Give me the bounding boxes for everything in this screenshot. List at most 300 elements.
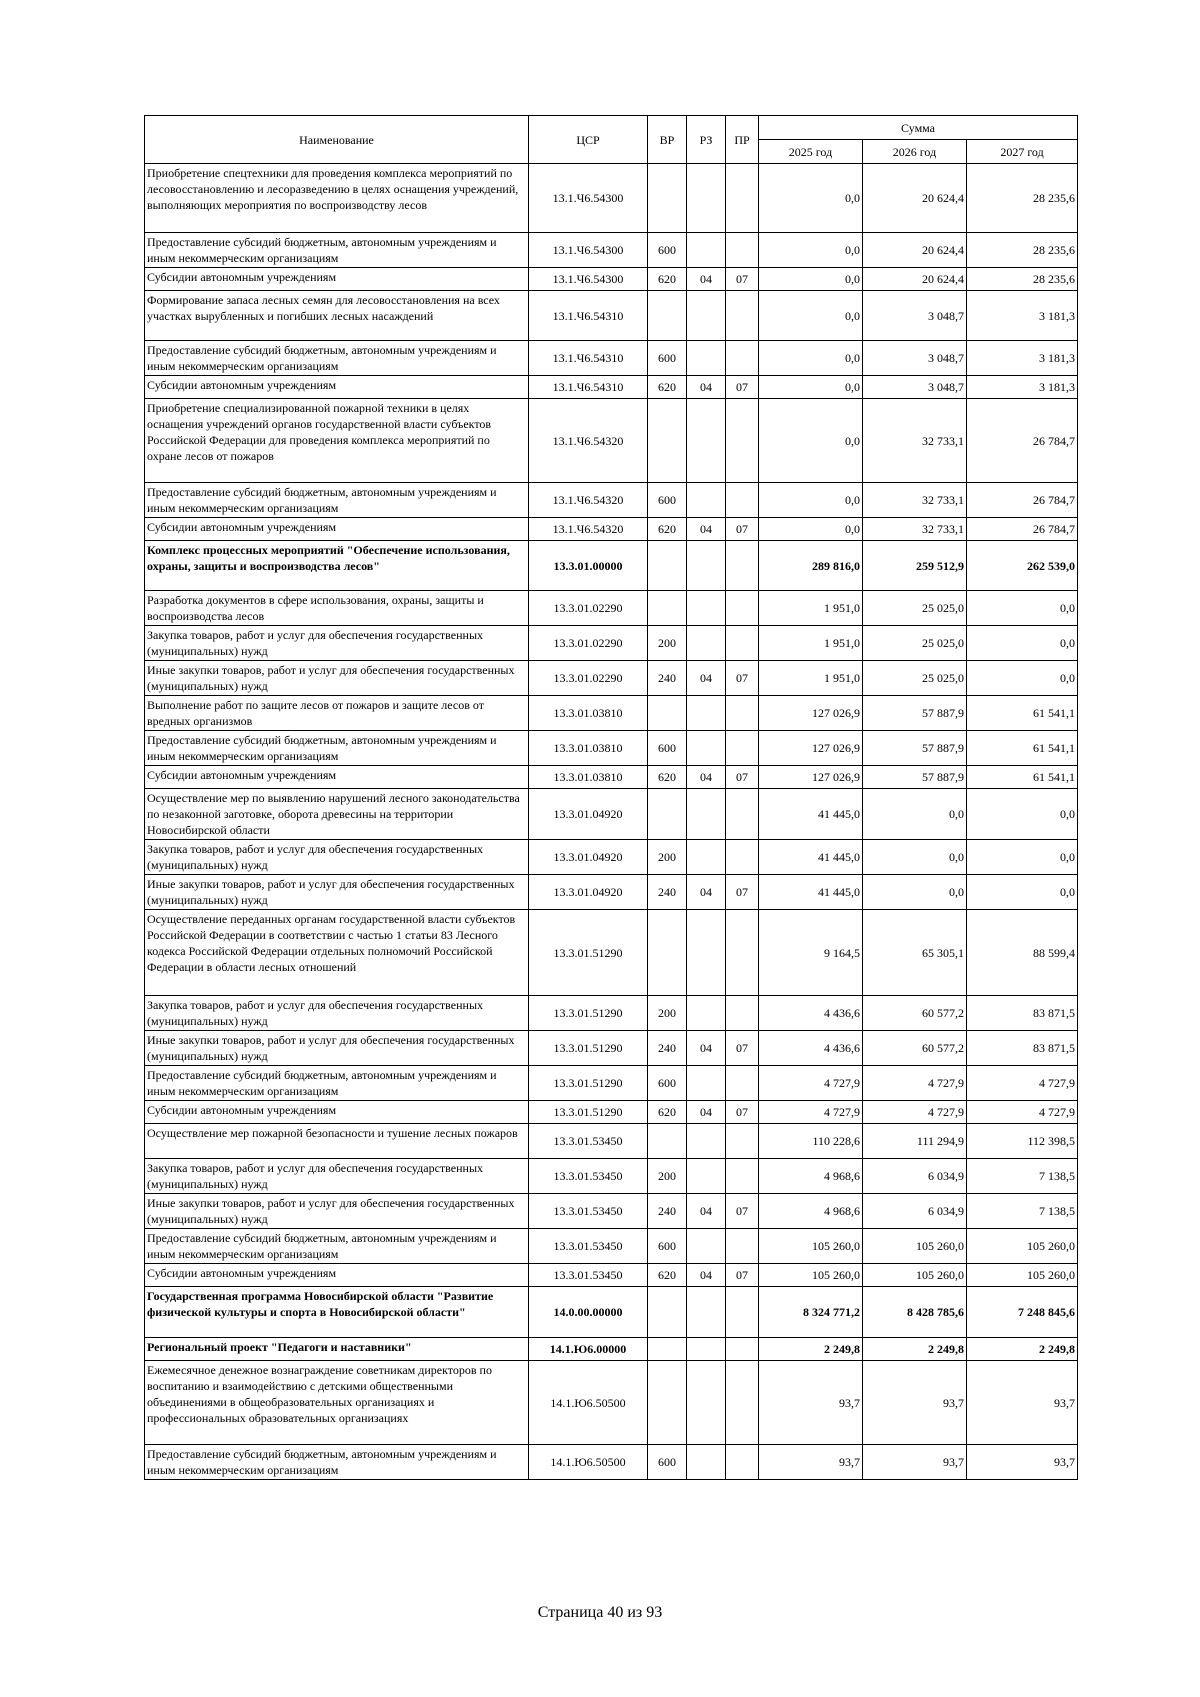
vr-cell: [648, 1338, 687, 1361]
value-2026-cell: 57 887,9: [863, 731, 967, 766]
value-2026-cell: 2 249,8: [863, 1338, 967, 1361]
pr-cell: 07: [726, 1194, 759, 1229]
pr-cell: [726, 591, 759, 626]
table-row: [145, 766, 1078, 789]
table-row: [145, 1124, 1078, 1159]
pr-cell: [726, 696, 759, 731]
budget-table: [144, 115, 1078, 1480]
table-row: [145, 1264, 1078, 1287]
value-2025-cell: 93,7: [759, 1361, 863, 1445]
csr-cell: 13.3.01.53450: [529, 1124, 648, 1159]
value-2027-cell: 0,0: [967, 591, 1078, 626]
rz-cell: 04: [687, 268, 726, 291]
pr-cell: [726, 789, 759, 840]
name-cell: Приобретение спецтехники для проведения комплекса мероприятий по лесовосстановлению и лесоразведению в целях оснащения учреждений, выполняющих мероприятия по воспроизводству лесов: [145, 164, 529, 233]
table-row: [145, 1159, 1078, 1194]
rz-cell: [687, 1159, 726, 1194]
table-row: [145, 268, 1078, 291]
value-2027-cell: 0,0: [967, 661, 1078, 696]
table-row: [145, 1361, 1078, 1445]
rz-cell: [687, 233, 726, 268]
value-2027-cell: 88 599,4: [967, 910, 1078, 996]
vr-cell: [648, 164, 687, 233]
vr-cell: [648, 910, 687, 996]
name-cell: Разработка документов в сфере использования, охраны, защиты и воспроизводства лесов: [145, 591, 529, 626]
pr-cell: 07: [726, 766, 759, 789]
pr-cell: [726, 1287, 759, 1338]
vr-cell: 620: [648, 1264, 687, 1287]
value-2027-cell: 105 260,0: [967, 1264, 1078, 1287]
name-cell: Закупка товаров, работ и услуг для обеспечения государственных (муниципальных) нужд: [145, 840, 529, 875]
rz-cell: 04: [687, 376, 726, 399]
pr-cell: [726, 291, 759, 341]
value-2025-cell: 105 260,0: [759, 1229, 863, 1264]
value-2025-cell: 0,0: [759, 341, 863, 376]
table-row: [145, 875, 1078, 910]
rz-cell: [687, 1445, 726, 1480]
csr-cell: 13.3.01.51290: [529, 1066, 648, 1101]
pr-cell: 07: [726, 1264, 759, 1287]
value-2027-cell: 0,0: [967, 626, 1078, 661]
rz-cell: 04: [687, 518, 726, 541]
table-row: [145, 591, 1078, 626]
pr-cell: [726, 1159, 759, 1194]
name-cell: Выполнение работ по защите лесов от пожаров и защите лесов от вредных организмов: [145, 696, 529, 731]
value-2026-cell: 60 577,2: [863, 1031, 967, 1066]
value-2026-cell: 93,7: [863, 1361, 967, 1445]
value-2025-cell: 127 026,9: [759, 766, 863, 789]
vr-cell: 620: [648, 518, 687, 541]
rz-cell: [687, 1338, 726, 1361]
rz-cell: [687, 541, 726, 591]
csr-cell: 13.3.01.03810: [529, 696, 648, 731]
csr-cell: 14.1.Ю6.50500: [529, 1445, 648, 1480]
csr-cell: 13.1.Ч6.54310: [529, 376, 648, 399]
value-2025-cell: 0,0: [759, 518, 863, 541]
name-cell: Субсидии автономным учреждениям: [145, 268, 529, 291]
value-2027-cell: 7 138,5: [967, 1159, 1078, 1194]
vr-cell: [648, 291, 687, 341]
value-2025-cell: 2 249,8: [759, 1338, 863, 1361]
header-rz: РЗ: [687, 116, 726, 164]
value-2025-cell: 289 816,0: [759, 541, 863, 591]
pr-cell: 07: [726, 1031, 759, 1066]
value-2026-cell: 25 025,0: [863, 626, 967, 661]
value-2025-cell: 4 968,6: [759, 1159, 863, 1194]
rz-cell: [687, 1124, 726, 1159]
rz-cell: 04: [687, 875, 726, 910]
value-2025-cell: 0,0: [759, 164, 863, 233]
value-2026-cell: 20 624,4: [863, 164, 967, 233]
name-cell: Закупка товаров, работ и услуг для обеспечения государственных (муниципальных) нужд: [145, 996, 529, 1031]
rz-cell: 04: [687, 1031, 726, 1066]
vr-cell: [648, 399, 687, 483]
value-2026-cell: 32 733,1: [863, 518, 967, 541]
name-cell: Предоставление субсидий бюджетным, автономным учреждениям и иным некоммерческим организациям: [145, 1445, 529, 1480]
value-2025-cell: 4 727,9: [759, 1101, 863, 1124]
vr-cell: 600: [648, 483, 687, 518]
value-2026-cell: 3 048,7: [863, 341, 967, 376]
value-2026-cell: 105 260,0: [863, 1264, 967, 1287]
value-2025-cell: 0,0: [759, 399, 863, 483]
value-2026-cell: 25 025,0: [863, 591, 967, 626]
name-cell: Ежемесячное денежное вознаграждение советникам директоров по воспитанию и взаимодействию с детскими общественными объединениями в общеобразовательных организациях и профессиональных образовательных организациях: [145, 1361, 529, 1445]
vr-cell: 240: [648, 661, 687, 696]
vr-cell: 600: [648, 233, 687, 268]
table-row: [145, 1338, 1078, 1361]
value-2027-cell: 262 539,0: [967, 541, 1078, 591]
name-cell: Осуществление переданных органам государственной власти субъектов Российской Федерации в соответствии с частью 1 статьи 83 Лесного кодекса Российской Федерации отдельных полномочий Российской Федерации в области лесных отношений: [145, 910, 529, 996]
vr-cell: 200: [648, 1159, 687, 1194]
pr-cell: [726, 164, 759, 233]
value-2026-cell: 4 727,9: [863, 1066, 967, 1101]
value-2027-cell: 28 235,6: [967, 268, 1078, 291]
vr-cell: 240: [648, 875, 687, 910]
rz-cell: [687, 399, 726, 483]
vr-cell: 240: [648, 1031, 687, 1066]
rz-cell: [687, 789, 726, 840]
table-row: [145, 376, 1078, 399]
page-number: Страница 40 из 93: [537, 1604, 663, 1621]
pr-cell: [726, 1445, 759, 1480]
value-2026-cell: 57 887,9: [863, 696, 967, 731]
vr-cell: [648, 591, 687, 626]
csr-cell: 14.1.Ю6.50500: [529, 1361, 648, 1445]
name-cell: Иные закупки товаров, работ и услуг для обеспечения государственных (муниципальных) нужд: [145, 1031, 529, 1066]
header-year-2025: 2025 год: [759, 140, 863, 164]
name-cell: Субсидии автономным учреждениям: [145, 766, 529, 789]
vr-cell: 600: [648, 341, 687, 376]
pr-cell: [726, 1338, 759, 1361]
table-row: [145, 1287, 1078, 1338]
value-2026-cell: 25 025,0: [863, 661, 967, 696]
value-2026-cell: 20 624,4: [863, 268, 967, 291]
value-2025-cell: 110 228,6: [759, 1124, 863, 1159]
csr-cell: 13.1.Ч6.54310: [529, 341, 648, 376]
header-vr: ВР: [648, 116, 687, 164]
rz-cell: [687, 996, 726, 1031]
vr-cell: 620: [648, 268, 687, 291]
header-sum: Сумма: [759, 116, 1078, 140]
value-2026-cell: 32 733,1: [863, 399, 967, 483]
value-2027-cell: 93,7: [967, 1361, 1078, 1445]
value-2025-cell: 105 260,0: [759, 1264, 863, 1287]
pr-cell: [726, 910, 759, 996]
csr-cell: 13.3.01.03810: [529, 731, 648, 766]
value-2026-cell: 8 428 785,6: [863, 1287, 967, 1338]
value-2026-cell: 3 048,7: [863, 291, 967, 341]
vr-cell: [648, 789, 687, 840]
header-pr: ПР: [726, 116, 759, 164]
csr-cell: 13.3.01.53450: [529, 1229, 648, 1264]
csr-cell: 13.3.01.04920: [529, 875, 648, 910]
rz-cell: [687, 696, 726, 731]
csr-cell: 13.1.Ч6.54320: [529, 518, 648, 541]
pr-cell: [726, 399, 759, 483]
rz-cell: [687, 626, 726, 661]
header-csr: ЦСР: [529, 116, 648, 164]
name-cell: Закупка товаров, работ и услуг для обеспечения государственных (муниципальных) нужд: [145, 626, 529, 661]
name-cell: Комплекс процессных мероприятий "Обеспечение использования, охраны, защиты и воспроизводства лесов": [145, 541, 529, 591]
rz-cell: [687, 341, 726, 376]
vr-cell: 620: [648, 766, 687, 789]
name-cell: Иные закупки товаров, работ и услуг для обеспечения государственных (муниципальных) нужд: [145, 1194, 529, 1229]
value-2026-cell: 20 624,4: [863, 233, 967, 268]
table-row: [145, 731, 1078, 766]
rz-cell: [687, 840, 726, 875]
header-year-2026: 2026 год: [863, 140, 967, 164]
table-row: [145, 483, 1078, 518]
pr-cell: 07: [726, 376, 759, 399]
header-year-2027: 2027 год: [967, 140, 1078, 164]
value-2026-cell: 0,0: [863, 840, 967, 875]
value-2026-cell: 105 260,0: [863, 1229, 967, 1264]
csr-cell: 13.3.01.51290: [529, 1101, 648, 1124]
csr-cell: 13.1.Ч6.54300: [529, 164, 648, 233]
name-cell: Предоставление субсидий бюджетным, автономным учреждениям и иным некоммерческим организациям: [145, 341, 529, 376]
csr-cell: 13.3.01.02290: [529, 661, 648, 696]
value-2027-cell: 105 260,0: [967, 1229, 1078, 1264]
rz-cell: [687, 1287, 726, 1338]
rz-cell: [687, 731, 726, 766]
pr-cell: [726, 1361, 759, 1445]
name-cell: Приобретение специализированной пожарной техники в целях оснащения учреждений органов государственной власти субъектов Российской Федерации для проведения комплекса мероприятий по охране лесов от пожаров: [145, 399, 529, 483]
vr-cell: 600: [648, 1445, 687, 1480]
value-2025-cell: 1 951,0: [759, 591, 863, 626]
name-cell: Государственная программа Новосибирской области "Развитие физической культуры и спорта в Новосибирской области": [145, 1287, 529, 1338]
csr-cell: 14.0.00.00000: [529, 1287, 648, 1338]
value-2025-cell: 41 445,0: [759, 789, 863, 840]
value-2027-cell: 3 181,3: [967, 376, 1078, 399]
table-row: [145, 399, 1078, 483]
pr-cell: 07: [726, 875, 759, 910]
header-name: Наименование: [145, 116, 529, 164]
csr-cell: 13.1.Ч6.54320: [529, 483, 648, 518]
name-cell: Предоставление субсидий бюджетным, автономным учреждениям и иным некоммерческим организациям: [145, 483, 529, 518]
pr-cell: [726, 233, 759, 268]
csr-cell: 13.3.01.02290: [529, 626, 648, 661]
pr-cell: [726, 1066, 759, 1101]
table-row: [145, 1229, 1078, 1264]
rz-cell: [687, 591, 726, 626]
name-cell: Осуществление мер пожарной безопасности и тушение лесных пожаров: [145, 1124, 529, 1159]
value-2025-cell: 0,0: [759, 291, 863, 341]
value-2027-cell: 7 248 845,6: [967, 1287, 1078, 1338]
table-row: [145, 1031, 1078, 1066]
name-cell: Формирование запаса лесных семян для лесовосстановления на всех участках вырубленных и погибших лесных насаждений: [145, 291, 529, 341]
name-cell: Субсидии автономным учреждениям: [145, 518, 529, 541]
vr-cell: [648, 1287, 687, 1338]
table-row: [145, 341, 1078, 376]
csr-cell: 13.3.01.51290: [529, 1031, 648, 1066]
value-2026-cell: 60 577,2: [863, 996, 967, 1031]
pr-cell: [726, 1229, 759, 1264]
pr-cell: [726, 1124, 759, 1159]
table-row: [145, 840, 1078, 875]
value-2026-cell: 0,0: [863, 875, 967, 910]
value-2026-cell: 57 887,9: [863, 766, 967, 789]
pr-cell: 07: [726, 518, 759, 541]
vr-cell: 600: [648, 1229, 687, 1264]
name-cell: Предоставление субсидий бюджетным, автономным учреждениям и иным некоммерческим организациям: [145, 1229, 529, 1264]
table-row: [145, 1194, 1078, 1229]
value-2027-cell: 3 181,3: [967, 291, 1078, 341]
value-2027-cell: 0,0: [967, 840, 1078, 875]
rz-cell: 04: [687, 766, 726, 789]
value-2027-cell: 93,7: [967, 1445, 1078, 1480]
table-row: [145, 996, 1078, 1031]
value-2027-cell: 61 541,1: [967, 766, 1078, 789]
value-2026-cell: 3 048,7: [863, 376, 967, 399]
name-cell: Закупка товаров, работ и услуг для обеспечения государственных (муниципальных) нужд: [145, 1159, 529, 1194]
table-row: [145, 661, 1078, 696]
rz-cell: 04: [687, 1194, 726, 1229]
name-cell: Предоставление субсидий бюджетным, автономным учреждениям и иным некоммерческим организациям: [145, 233, 529, 268]
value-2027-cell: 28 235,6: [967, 164, 1078, 233]
value-2025-cell: 9 164,5: [759, 910, 863, 996]
vr-cell: [648, 696, 687, 731]
table-row: [145, 233, 1078, 268]
value-2027-cell: 61 541,1: [967, 731, 1078, 766]
value-2027-cell: 3 181,3: [967, 341, 1078, 376]
value-2027-cell: 83 871,5: [967, 1031, 1078, 1066]
value-2027-cell: 61 541,1: [967, 696, 1078, 731]
value-2025-cell: 1 951,0: [759, 626, 863, 661]
csr-cell: 13.3.01.53450: [529, 1194, 648, 1229]
name-cell: Осуществление мер по выявлению нарушений лесного законодательства по незаконной заготовке, оборота древесины на территории Новосибирской области: [145, 789, 529, 840]
value-2025-cell: 4 968,6: [759, 1194, 863, 1229]
rz-cell: [687, 1066, 726, 1101]
table-row: [145, 789, 1078, 840]
csr-cell: 13.1.Ч6.54310: [529, 291, 648, 341]
value-2027-cell: 112 398,5: [967, 1124, 1078, 1159]
csr-cell: 13.3.01.04920: [529, 840, 648, 875]
pr-cell: [726, 731, 759, 766]
csr-cell: 14.1.Ю6.00000: [529, 1338, 648, 1361]
value-2026-cell: 65 305,1: [863, 910, 967, 996]
value-2025-cell: 0,0: [759, 376, 863, 399]
pr-cell: [726, 483, 759, 518]
value-2027-cell: 4 727,9: [967, 1101, 1078, 1124]
csr-cell: 13.3.01.53450: [529, 1264, 648, 1287]
value-2027-cell: 0,0: [967, 789, 1078, 840]
value-2025-cell: 0,0: [759, 268, 863, 291]
pr-cell: 07: [726, 268, 759, 291]
table-row: [145, 291, 1078, 341]
rz-cell: 04: [687, 1264, 726, 1287]
value-2026-cell: 93,7: [863, 1445, 967, 1480]
vr-cell: [648, 1124, 687, 1159]
pr-cell: 07: [726, 1101, 759, 1124]
pr-cell: [726, 840, 759, 875]
rz-cell: [687, 1229, 726, 1264]
csr-cell: 13.3.01.51290: [529, 996, 648, 1031]
csr-cell: 13.1.Ч6.54300: [529, 233, 648, 268]
value-2025-cell: 4 436,6: [759, 1031, 863, 1066]
name-cell: Иные закупки товаров, работ и услуг для обеспечения государственных (муниципальных) нужд: [145, 875, 529, 910]
rz-cell: [687, 910, 726, 996]
value-2026-cell: 4 727,9: [863, 1101, 967, 1124]
value-2026-cell: 32 733,1: [863, 483, 967, 518]
table-row: [145, 164, 1078, 233]
value-2027-cell: 28 235,6: [967, 233, 1078, 268]
name-cell: Региональный проект "Педагоги и наставники": [145, 1338, 529, 1361]
name-cell: Предоставление субсидий бюджетным, автономным учреждениям и иным некоммерческим организациям: [145, 1066, 529, 1101]
value-2027-cell: 83 871,5: [967, 996, 1078, 1031]
value-2027-cell: 26 784,7: [967, 518, 1078, 541]
name-cell: Субсидии автономным учреждениям: [145, 1101, 529, 1124]
table-row: [145, 1066, 1078, 1101]
table-row: [145, 696, 1078, 731]
vr-cell: 200: [648, 626, 687, 661]
table-row: [145, 1445, 1078, 1480]
value-2025-cell: 93,7: [759, 1445, 863, 1480]
csr-cell: 13.3.01.04920: [529, 789, 648, 840]
value-2026-cell: 111 294,9: [863, 1124, 967, 1159]
table-row: [145, 1101, 1078, 1124]
value-2025-cell: 0,0: [759, 483, 863, 518]
table-row: [145, 626, 1078, 661]
pr-cell: [726, 341, 759, 376]
csr-cell: 13.3.01.51290: [529, 910, 648, 996]
name-cell: Предоставление субсидий бюджетным, автономным учреждениям и иным некоммерческим организациям: [145, 731, 529, 766]
rz-cell: [687, 164, 726, 233]
pr-cell: [726, 626, 759, 661]
table-row: [145, 910, 1078, 996]
value-2025-cell: 4 727,9: [759, 1066, 863, 1101]
vr-cell: 600: [648, 1066, 687, 1101]
value-2025-cell: 127 026,9: [759, 731, 863, 766]
vr-cell: 600: [648, 731, 687, 766]
vr-cell: 620: [648, 1101, 687, 1124]
csr-cell: 13.3.01.00000: [529, 541, 648, 591]
pr-cell: 07: [726, 661, 759, 696]
vr-cell: 200: [648, 840, 687, 875]
value-2025-cell: 0,0: [759, 233, 863, 268]
csr-cell: 13.1.Ч6.54300: [529, 268, 648, 291]
vr-cell: 620: [648, 376, 687, 399]
vr-cell: [648, 541, 687, 591]
rz-cell: [687, 291, 726, 341]
vr-cell: 240: [648, 1194, 687, 1229]
value-2027-cell: 0,0: [967, 875, 1078, 910]
vr-cell: [648, 1361, 687, 1445]
name-cell: Иные закупки товаров, работ и услуг для обеспечения государственных (муниципальных) нужд: [145, 661, 529, 696]
name-cell: Субсидии автономным учреждениям: [145, 1264, 529, 1287]
value-2026-cell: 259 512,9: [863, 541, 967, 591]
value-2027-cell: 2 249,8: [967, 1338, 1078, 1361]
pr-cell: [726, 541, 759, 591]
rz-cell: [687, 1361, 726, 1445]
name-cell: Субсидии автономным учреждениям: [145, 376, 529, 399]
value-2025-cell: 4 436,6: [759, 996, 863, 1031]
rz-cell: 04: [687, 661, 726, 696]
value-2026-cell: 0,0: [863, 789, 967, 840]
value-2027-cell: 4 727,9: [967, 1066, 1078, 1101]
value-2026-cell: 6 034,9: [863, 1194, 967, 1229]
csr-cell: 13.1.Ч6.54320: [529, 399, 648, 483]
value-2025-cell: 41 445,0: [759, 840, 863, 875]
value-2025-cell: 127 026,9: [759, 696, 863, 731]
table-row: [145, 518, 1078, 541]
value-2027-cell: 7 138,5: [967, 1194, 1078, 1229]
value-2027-cell: 26 784,7: [967, 399, 1078, 483]
table-row: [145, 541, 1078, 591]
value-2026-cell: 6 034,9: [863, 1159, 967, 1194]
value-2027-cell: 26 784,7: [967, 483, 1078, 518]
pr-cell: [726, 996, 759, 1031]
value-2025-cell: 1 951,0: [759, 661, 863, 696]
